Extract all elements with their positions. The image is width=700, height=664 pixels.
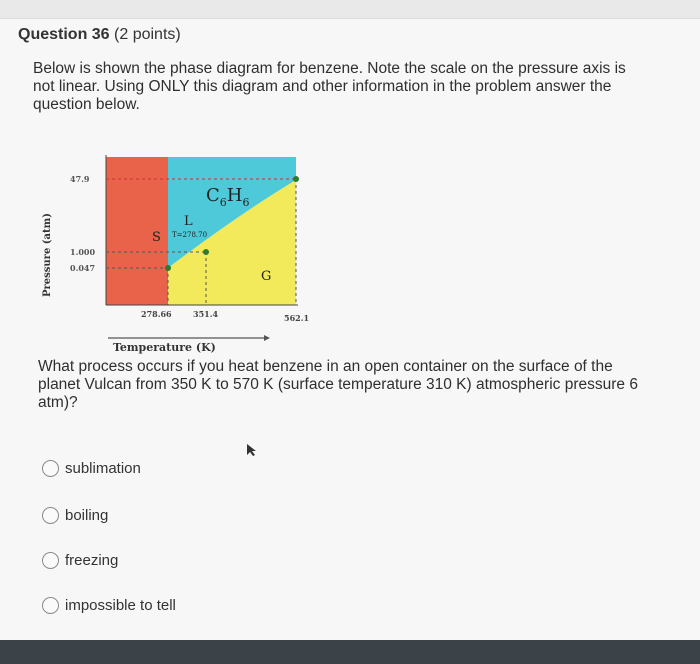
formula-label: $C_6H_6$ — [206, 185, 250, 209]
critical-point — [293, 176, 299, 182]
option-impossible-to-tell[interactable] — [42, 597, 176, 614]
y-tick-47-9: 47.9 — [70, 174, 90, 184]
region-liquid-label: L — [184, 214, 193, 229]
x-tick-351-4: 351.4 — [193, 309, 219, 319]
option-label: impossible to tell — [65, 597, 176, 614]
triple-point — [165, 265, 171, 271]
radio-sublimation[interactable] — [42, 460, 59, 477]
radio-freezing[interactable] — [42, 552, 59, 569]
bottom-bar — [0, 640, 700, 664]
x-tick-278-66: 278.66 — [141, 309, 172, 319]
normal-boiling-point — [203, 249, 209, 255]
region-gas-label: G — [261, 269, 272, 284]
mouse-cursor-icon — [246, 443, 258, 457]
x-tick-562-1: 562.1 — [284, 313, 310, 323]
phase-diagram — [38, 145, 338, 365]
y-tick-0-047: 0.047 — [70, 263, 96, 273]
radio-boiling[interactable] — [42, 507, 59, 524]
question-header — [18, 26, 181, 44]
x-axis-label: Temperature (K) — [113, 341, 216, 354]
option-sublimation[interactable] — [42, 460, 141, 477]
option-boiling[interactable] — [42, 507, 108, 524]
option-label: freezing — [65, 552, 119, 569]
region-solid-label: S — [152, 230, 161, 245]
y-tick-1-000: 1.000 — [70, 247, 96, 257]
x-axis-arrowhead — [264, 335, 270, 341]
question-points: (2 points) — [114, 26, 181, 43]
triple-point-label: T=278.70 — [172, 231, 208, 239]
question-prompt: Below is shown the phase diagram for benzene. Note the scale on the pressure axis is not linear. Using ONLY this diagram and other information in the problem answer the question below. — [33, 60, 626, 113]
option-freezing[interactable] — [42, 552, 118, 569]
y-axis-label: Pressure (atm) — [42, 213, 53, 297]
question-title: Question 36 — [18, 26, 110, 43]
question-text: What process occurs if you heat benzene in an open container on the surface of the planet Vulcan from 350 K to 570 K (surface temperature 310 K) atmospheric pressure 6 atm)? — [38, 358, 638, 411]
option-label: boiling — [65, 507, 109, 524]
radio-impossible-to-tell[interactable] — [42, 597, 59, 614]
option-label: sublimation — [65, 460, 141, 477]
